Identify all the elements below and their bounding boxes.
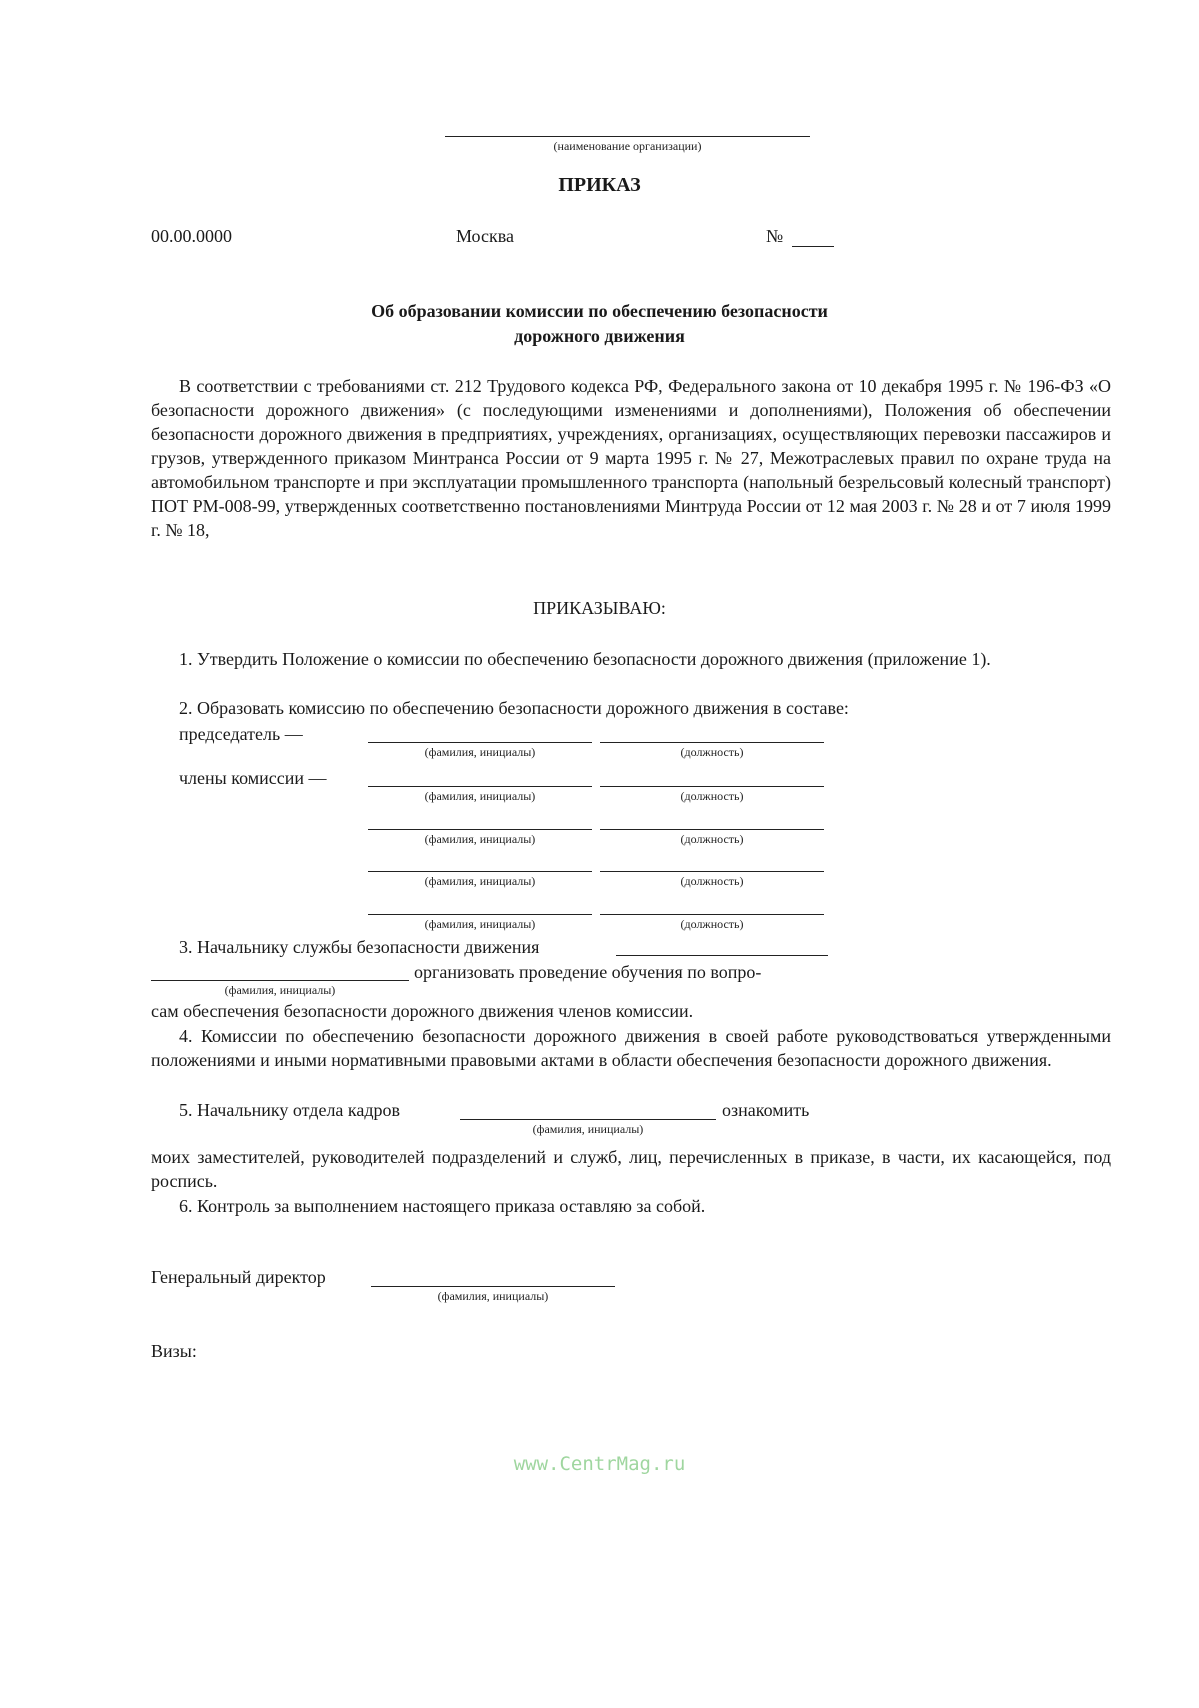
member-3-name-line	[368, 871, 592, 872]
chairman-name-line	[368, 742, 592, 743]
document-title: ПРИКАЗ	[558, 174, 641, 196]
chairman-name-caption: (фамилия, инициалы)	[424, 745, 536, 759]
order-number-sign: №	[766, 226, 784, 246]
member-1-name-line	[368, 786, 592, 787]
item-4: 4. Комиссии по обеспечению безопасности дорожного движения в своей работе руководствоваться утвержденными положениями и иными нормативными правовыми актами в области обеспечения безопасности дорожного движения.	[151, 1026, 1111, 1070]
order-subject-line2: дорожного движения	[514, 326, 685, 346]
chairman-position-caption: (должность)	[680, 745, 744, 759]
order-subject-line1: Об образовании комиссии по обеспечению безопасности	[371, 301, 828, 321]
chairman-label: председатель —	[179, 724, 303, 744]
item-5-name-line	[460, 1119, 716, 1120]
item-3-mid: организовать проведение обучения по вопро-	[414, 962, 762, 982]
chairman-position-line	[600, 742, 824, 743]
members-label: члены комиссии —	[179, 768, 327, 788]
member-1-position-caption: (должность)	[680, 789, 744, 803]
member-4-position-line	[600, 914, 824, 915]
director-label: Генеральный директор	[151, 1267, 326, 1287]
visas-label: Визы:	[151, 1341, 197, 1361]
member-1-name-caption: (фамилия, инициалы)	[424, 789, 536, 803]
member-4-name-caption: (фамилия, инициалы)	[424, 917, 536, 931]
item-5-start: 5. Начальнику отдела кадров	[179, 1100, 401, 1120]
item-3-end: сам обеспечения безопасности дорожного движения членов комиссии.	[151, 1001, 694, 1021]
item-3-name-caption: (фамилия, инициалы)	[224, 983, 336, 997]
member-2-name-caption: (фамилия, инициалы)	[424, 832, 536, 846]
item-3-name-line	[151, 980, 409, 981]
item-5-name-caption: (фамилия, инициалы)	[532, 1122, 644, 1136]
order-city: Москва	[456, 226, 514, 246]
member-2-position-line	[600, 829, 824, 830]
member-4-name-line	[368, 914, 592, 915]
item-5-continuation: моих заместителей, руководителей подразделений и служб, лиц, перечисленных в приказе, в части, их касающейся, под роспись.	[151, 1147, 1111, 1191]
item-3-head-line	[616, 955, 828, 956]
item-2: 2. Образовать комиссию по обеспечению безопасности дорожного движения в составе:	[179, 698, 849, 718]
member-4-position-caption: (должность)	[680, 917, 744, 931]
member-1-position-line	[600, 786, 824, 787]
preamble-paragraph: В соответствии с требованиями ст. 212 Трудового кодекса РФ, Федерального закона от 10 декабря 1995 г. № 196-ФЗ «О безопасности дорожного движения» (с последующими изменениями и дополнениями), Положения об обеспечении безопасности дорожного движения в предприятиях, учреждениях, организациях, осуществляющих перевозки пассажиров и грузов, утвержденного приказом Минтранса России от 9 марта 1995 г. № 27, Межотраслевых правил по охране труда на автомобильном транспорте и при эксплуатации промышленного транспорта (напольный безрельсовый колесный транспорт) ПОТ РМ-008-99, утвержденных соответственно постановлениями Минтруда России от 12 мая 2003 г. № 28 и от 7 июля 1999 г. № 18,	[151, 376, 1111, 540]
org-name-caption: (наименование организации)	[553, 139, 702, 153]
order-number-line	[792, 246, 834, 247]
order-date: 00.00.0000	[151, 226, 232, 246]
org-name-line	[445, 136, 810, 137]
director-signature-line	[371, 1286, 615, 1287]
member-2-position-caption: (должность)	[680, 832, 744, 846]
member-3-position-line	[600, 871, 824, 872]
member-3-position-caption: (должность)	[680, 874, 744, 888]
item-6: 6. Контроль за выполнением настоящего приказа оставляю за собой.	[179, 1196, 706, 1216]
item-3-start: 3. Начальнику службы безопасности движения	[179, 937, 540, 957]
item-1: 1. Утвердить Положение о комиссии по обеспечению безопасности дорожного движения (приложение 1).	[179, 649, 991, 669]
watermark-text: www.CentrMag.ru	[513, 1453, 686, 1475]
member-3-name-caption: (фамилия, инициалы)	[424, 874, 536, 888]
order-word: ПРИКАЗЫВАЮ:	[533, 598, 666, 618]
item-5-end: ознакомить	[722, 1100, 810, 1120]
director-signature-caption: (фамилия, инициалы)	[437, 1289, 549, 1303]
member-2-name-line	[368, 829, 592, 830]
